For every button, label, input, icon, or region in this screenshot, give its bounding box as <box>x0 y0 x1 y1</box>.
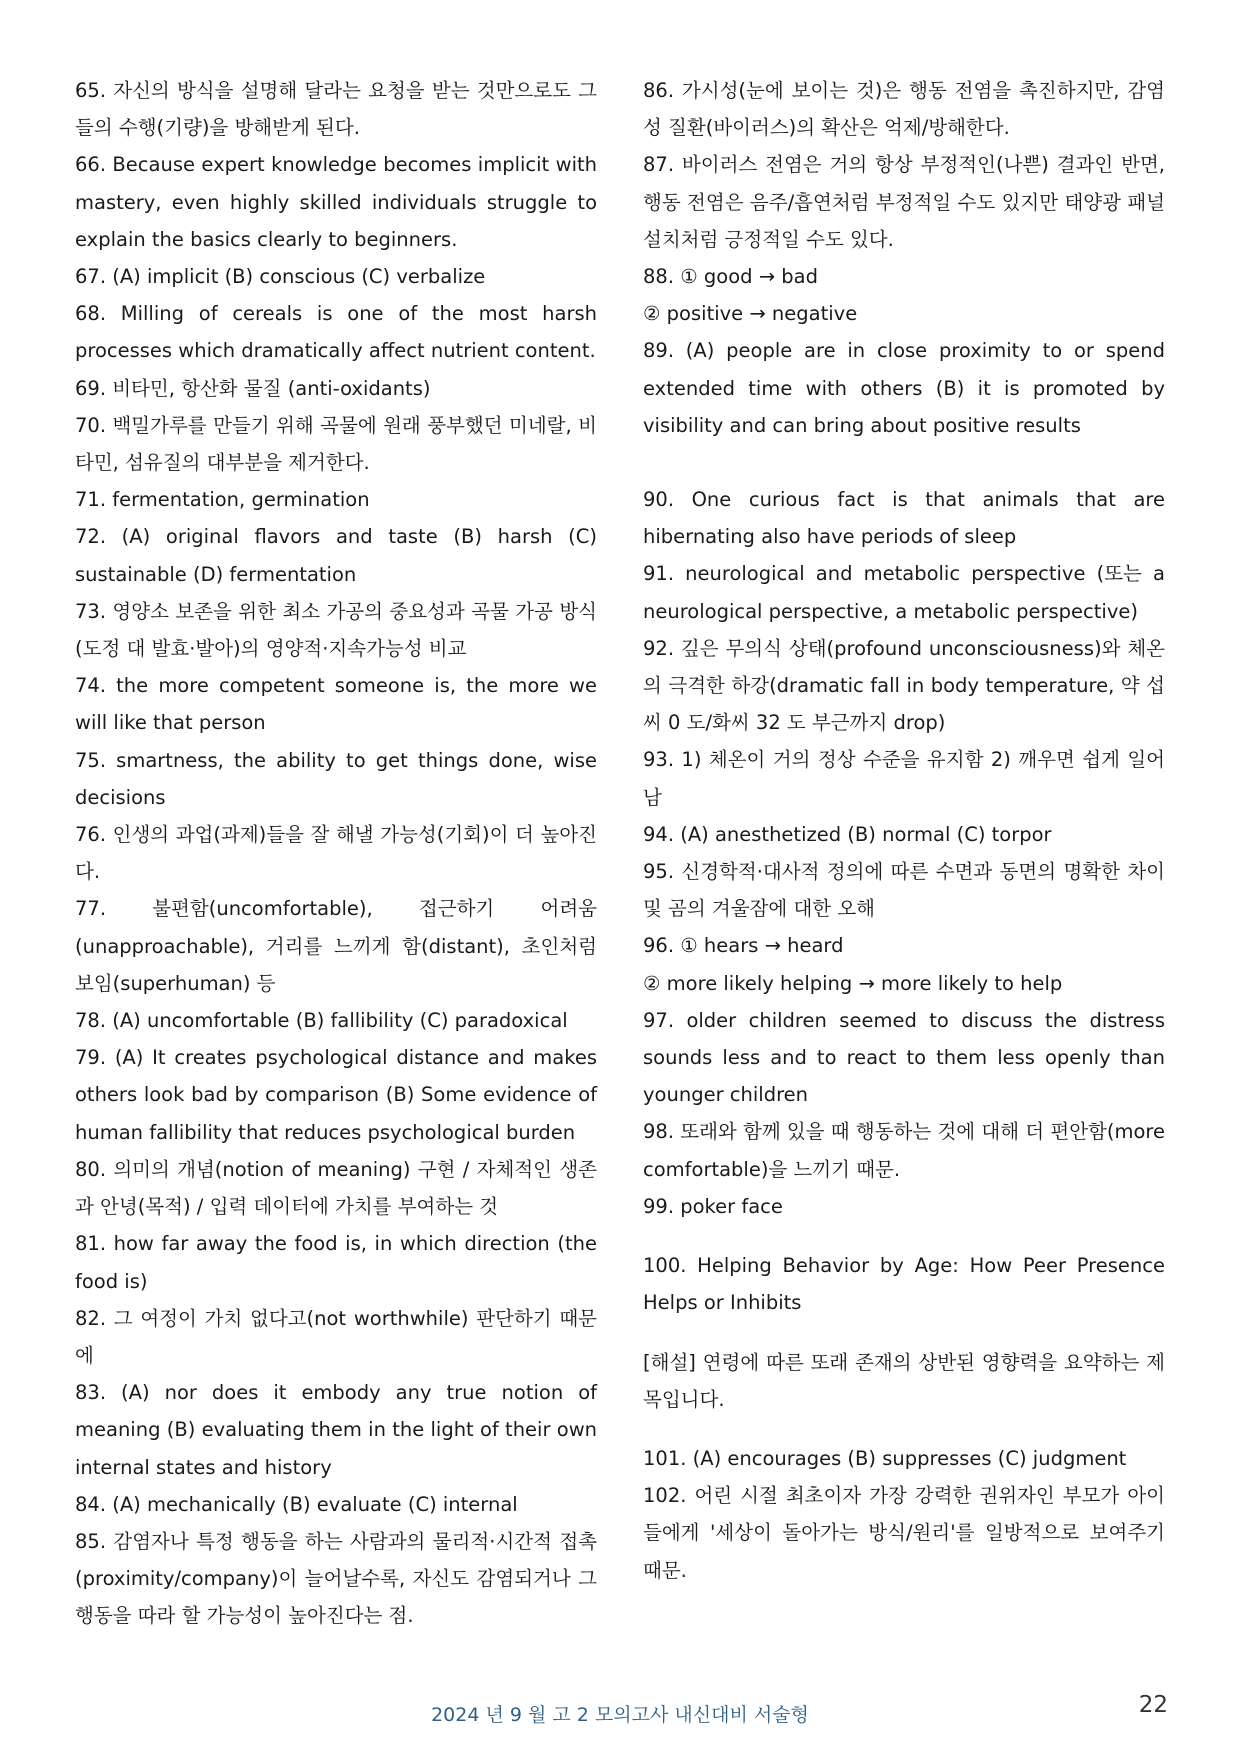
answer-67: 67. (A) implicit (B) conscious (C) verbalize <box>75 265 486 289</box>
answer-80: 80. 의미의 개념(notion of meaning) 구현 / 자체적인 생존과 안녕(목적) / 입력 데이터에 가치를 부여하는 것 <box>75 1157 597 1219</box>
answer-101: 101. (A) encourages (B) suppresses (C) judgment <box>643 1446 1127 1470</box>
answer-100-explanation: [해설] 연령에 따른 또래 존재의 상반된 영향력을 요약하는 제목입니다. <box>643 1350 1165 1411</box>
answer-99: 99. poker face <box>643 1194 783 1218</box>
answer-77: 77. 불편함(uncomfortable), 접근하기 어려움(unapproachable), 거리를 느끼게 함(distant), 초인처럼 보임(superhuman) 등 <box>75 897 597 995</box>
left-column <box>75 72 597 1635</box>
answer-85: 85. 감염자나 특정 행동을 하는 사람과의 물리적·시간적 접촉(proximity/company)이 늘어날수록, 자신도 감염되거나 그 행동을 따라 할 가능성이 높아진다는 점. <box>75 1529 597 1628</box>
answer-73: 73. 영양소 보존을 위한 최소 가공의 중요성과 곡물 가공 방식(도정 대 발효·발아)의 영양적·지속가능성 비교 <box>75 599 597 661</box>
spacer <box>643 1322 1165 1344</box>
spacer <box>643 1225 1165 1247</box>
answer-102: 102. 어린 시절 최초이자 가장 강력한 권위자인 부모가 아이들에게 '세상이 돌아가는 방식/원리'를 일방적으로 보여주기 때문. <box>643 1484 1165 1582</box>
answer-81: 81. how far away the food is, in which direction (the food is) <box>75 1232 597 1293</box>
answer-86: 86. 가시성(눈에 보이는 것)은 행동 전염을 촉진하지만, 감염성 질환(바이러스)의 확산은 억제/방해한다. <box>643 79 1165 140</box>
answer-84: 84. (A) mechanically (B) evaluate (C) internal <box>75 1492 518 1516</box>
answer-100: 100. Helping Behavior by Age: How Peer Presence Helps or Inhibits <box>643 1254 1165 1315</box>
answer-90: 90. One curious fact is that animals that are hibernating also have periods of sleep <box>643 488 1165 549</box>
answer-88-2: ② positive → negative <box>643 302 858 326</box>
answer-97: 97. older children seemed to discuss the distress sounds less and to react to them less openly than younger children <box>643 1008 1165 1107</box>
answer-66: 66. Because expert knowledge becomes implicit with mastery, even highly skilled individuals struggle to explain the basics clearly to beginners. <box>75 153 597 251</box>
answer-74: 74. the more competent someone is, the more we will like that person <box>75 674 597 735</box>
answer-93: 93. 1) 체온이 거의 정상 수준을 유지함 2) 깨우면 쉽게 일어남 <box>643 748 1165 809</box>
answer-88-1: 88. ① good → bad <box>643 265 818 289</box>
answer-78: 78. (A) uncomfortable (B) fallibility (C) paradoxical <box>75 1009 568 1033</box>
spacer <box>643 444 1165 481</box>
answer-68: 68. Milling of cereals is one of the most harsh processes which dramatically affect nutrient content. <box>75 302 597 363</box>
answer-76: 76. 인생의 과업(과제)들을 잘 해낼 가능성(기회)이 더 높아진다. <box>75 823 597 884</box>
answer-70: 70. 백밀가루를 만들기 위해 곡물에 원래 풍부했던 미네랄, 비타민, 섬유질의 대부분을 제거한다. <box>75 413 597 475</box>
answer-96-2: ② more likely helping → more likely to help <box>643 971 1063 995</box>
answer-75: 75. smartness, the ability to get things done, wise decisions <box>75 748 597 809</box>
answer-83: 83. (A) nor does it embody any true notion of meaning (B) evaluating them in the light of their own internal states and history <box>75 1381 597 1479</box>
answer-95: 95. 신경학적·대사적 정의에 따른 수면과 동면의 명확한 차이 및 곰의 겨울잠에 대한 오해 <box>643 860 1165 921</box>
answer-69: 69. 비타민, 항산화 물질 (anti-oxidants) <box>75 376 431 400</box>
answer-94: 94. (A) anesthetized (B) normal (C) torpor <box>643 822 1052 846</box>
answer-79: 79. (A) It creates psychological distance and makes others look bad by comparison (B) Some evidence of human fallibility that reduces psychological burden <box>75 1046 597 1144</box>
right-column <box>643 72 1165 1589</box>
page-footer: 2024 년 9 월 고 2 모의고사 내신대비 서술형 <box>431 1704 809 1726</box>
answer-87: 87. 바이러스 전염은 거의 항상 부정적인(나쁜) 결과인 반면, 행동 전염은 음주/흡연처럼 부정적일 수도 있지만 태양광 패널 설치처럼 긍정적일 수도 있다. <box>643 153 1165 251</box>
answer-82: 82. 그 여정이 가치 없다고(not worthwhile) 판단하기 때문에 <box>75 1306 597 1367</box>
page-number: 22 <box>1138 1692 1168 1718</box>
answer-89: 89. (A) people are in close proximity to or spend extended time with others (B) it is promoted by visibility and can bring about positive results <box>643 339 1165 437</box>
answer-98: 98. 또래와 함께 있을 때 행동하는 것에 대해 더 편안함(more comfortable)을 느끼기 때문. <box>643 1120 1165 1181</box>
answer-92: 92. 깊은 무의식 상태(profound unconsciousness)와 체온의 극격한 하강(dramatic fall in body temperature, 약 섭씨 0 도/화씨 32 도 부근까지 drop) <box>643 636 1165 735</box>
answer-91: 91. neurological and metabolic perspective (또는 a neurological perspective, a metabolic perspective) <box>643 562 1165 623</box>
answer-71: 71. fermentation, germination <box>75 488 370 512</box>
answer-96-1: 96. ① hears → heard <box>643 934 844 958</box>
answer-72: 72. (A) original flavors and taste (B) harsh (C) sustainable (D) fermentation <box>75 525 597 586</box>
spacer <box>643 1418 1165 1440</box>
answer-65: 65. 자신의 방식을 설명해 달라는 요청을 받는 것만으로도 그들의 수행(기량)을 방해받게 된다. <box>75 79 597 140</box>
